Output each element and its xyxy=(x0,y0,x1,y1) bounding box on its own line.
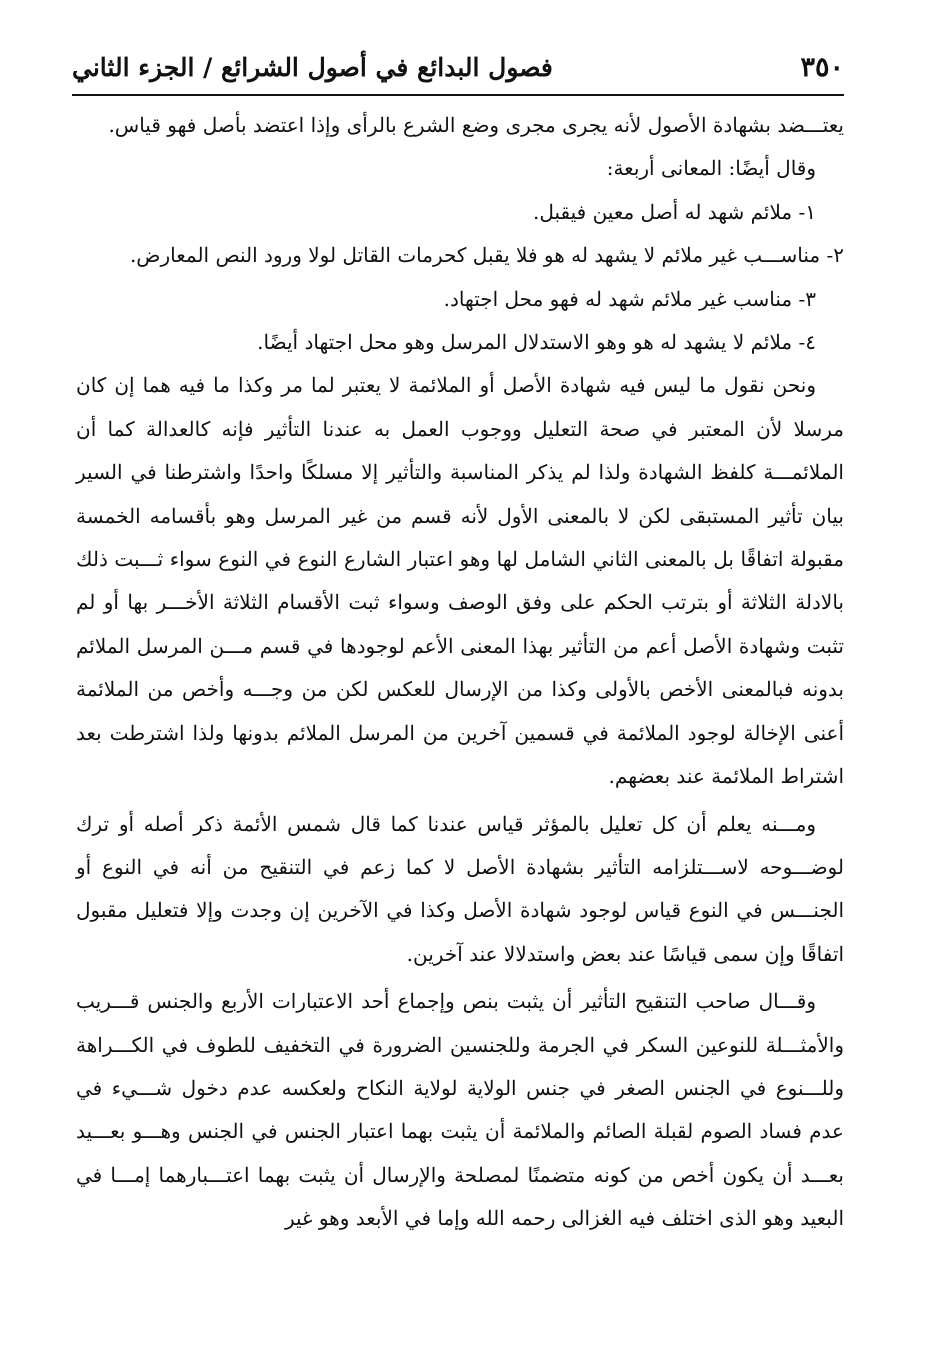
body-text xyxy=(76,104,844,1241)
paragraph: وقـــال صاحب التنقيح التأثير أن يثبت بنص وإجماع أحد الاعتبارات الأربع والجنس قـــريب والأمثـــلة للنوعين السكر في الجرمة وللجنسين الضرورة في التخفيف للطوف في الكـــراهة وللـــنوع في الجنس الصغر في جنس الولاية لولاية النكاح ولعكسه عدم دخول شـــيء في عدم فساد الصوم لقبلة الصائم والملائمة أن يثبت بهما اعتبار الجنس في الجنس وهـــو بعـــيد بعـــد أن يكون أخص من كونه متضمنًا لمصلحة والإرسال أن يثبت بهما اعتـــبارهما إمـــا في البعيد وهو الذى اختلف فيه الغزالى رحمه الله وإما في الأبعد وهو غير xyxy=(76,989,844,1231)
list-item: ١- ملائم شهد له أصل معين فيقبل. xyxy=(532,199,816,224)
list-item: ٤- ملائم لا يشهد له هو وهو الاستدلال المرسل وهو محل اجتهاد أيضًا. xyxy=(257,330,816,355)
list-item: ٣- مناسب غير ملائم شهد له فهو محل اجتهاد. xyxy=(443,286,816,311)
list-item: ٢- مناســـب غير ملائم لا يشهد له هو فلا يقبل كحرمات القاتل لولا ورود النص المعارض. xyxy=(129,243,844,268)
paragraph: يعتـــضد بشهادة الأصول لأنه يجرى مجرى وضع الشرع بالرأى وإذا اعتضد بأصل فهو قياس. xyxy=(108,113,844,137)
paragraph: ونحن نقول ما ليس فيه شهادة الأصل أو الملائمة لا يعتبر لما مر وكذا ما فيه هما إن كان مرسلا لأن المعتبر في صحة التعليل ووجوب العمل به عندنا التأثير فإنه كالعدالة كما أن الملائمـــة كلفظ الشهادة ولذا لم يذكر المناسبة والتأثير إلا مسلكًا واحدًا واشترطنا في السير بيان تأثير المستبقى لكن لا بالمعنى الأول لأنه قسم من غير المرسل وهو بأقسامه الخمسة مقبولة اتفاقًا بل بالمعنى الثاني الشامل لها وهو اعتبار الشارع النوع في النوع سواء ثـــبت ذلك بالادلة الثلاثة أو بترتب الحكم على وفق الوصف وسواء ثبت الأقسام الثلاثة الأخـــر بها أو لم تثبت وشهادة الأصل أعم من التأثير بهذا المعنى الأعم لوجودها في قسم مـــن المرسل الملائم بدونه فبالمعنى الأخص بالأولى وكذا من الإرسال للعكس لكن من وجـــه وأخص من الملائمة أعنى الإخالة لوجود الملائمة في قسمين آخرين من المرسل الملائم بدونها ولذا اشترطت بعد اشتراط الملائمة عند بعضهم. xyxy=(76,373,845,789)
running-title: فصول البدائع في أصول الشرائع / الجزء الثاني xyxy=(72,52,553,82)
paragraph: وقال أيضًا: المعانى أربعة: xyxy=(606,156,816,181)
paragraph: ومـــنه يعلم أن كل تعليل بالمؤثر قياس عندنا كما قال شمس الأئمة ذكر أصله أو ترك لوضـــوحه لاســـتلزامه التأثير بشهادة الأصل لا كما زعم في التنقيح من أنه في النوع أو الجنـــس في النوع قياس لوجود شهادة الأصل وكذا في الآخرين إن وجدت وإلا فتعليل مقبول اتفاقًا وإن سمى قياسًا عند بعض واستدلالا عند آخرين. xyxy=(76,811,845,966)
page-header xyxy=(72,44,844,90)
header-divider xyxy=(72,94,844,96)
page-number: ٣٥٠ xyxy=(800,51,844,83)
